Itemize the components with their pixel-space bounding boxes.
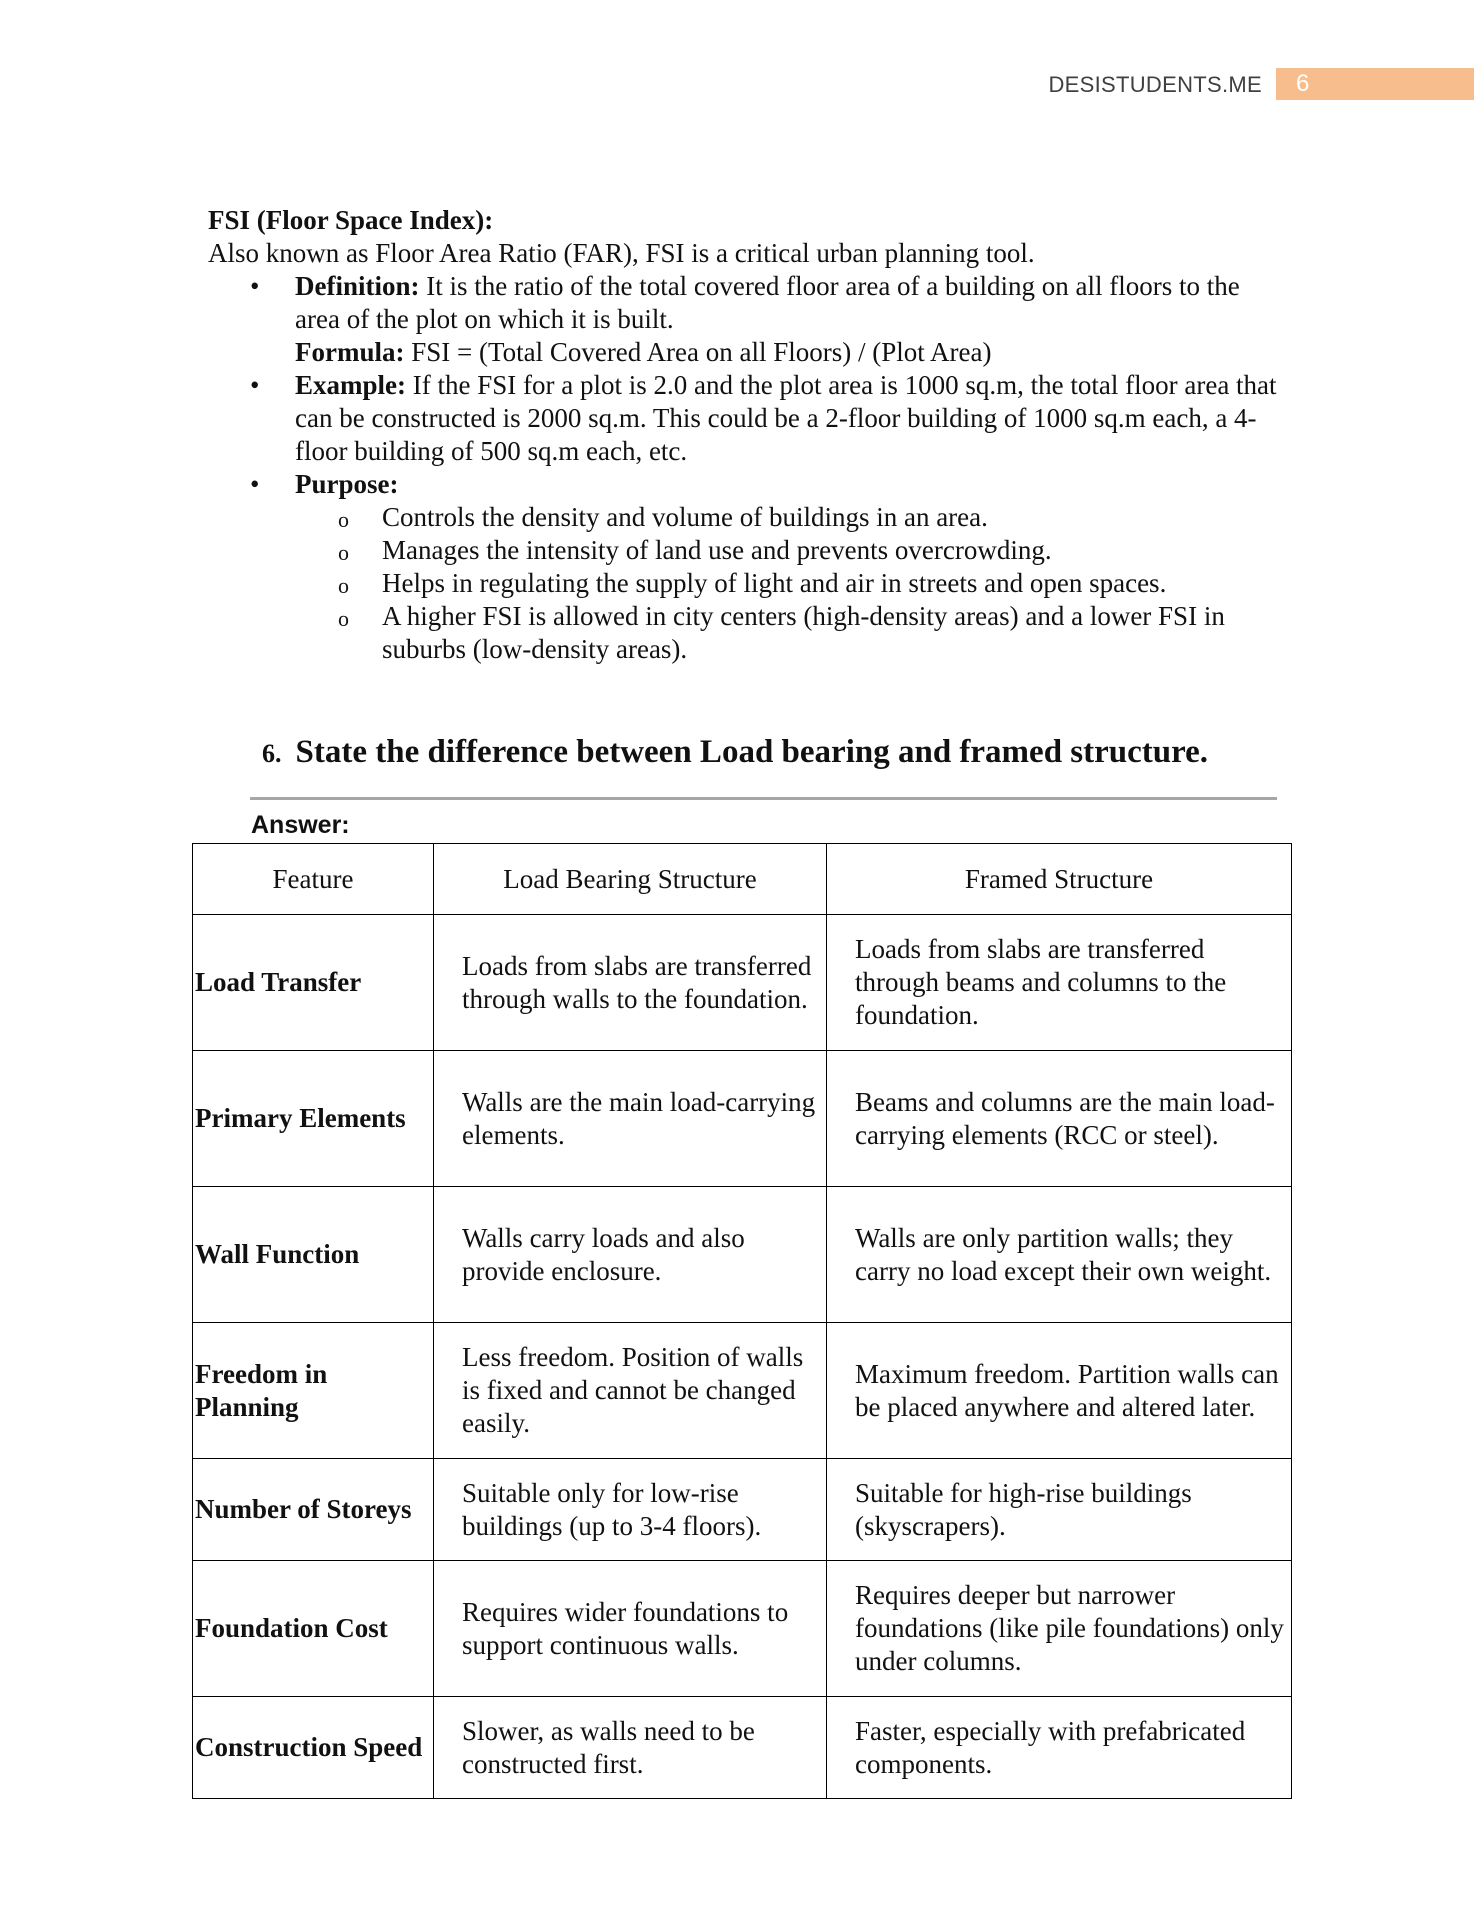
site-name: DESISTUDENTS.ME [1048,72,1262,97]
circle-bullet-icon: o [338,606,349,631]
purpose-item [208,600,1288,666]
purpose-item [208,534,1288,567]
header-cell: Framed Structure [827,844,1292,915]
question-heading [262,734,1208,771]
circle-bullet-icon: o [338,573,349,598]
table-row [193,1459,1292,1561]
feature-cell: Number of Storeys [193,1459,434,1561]
header-cell: Feature [193,844,434,915]
load-bearing-cell: Walls carry loads and also provide enclosure. [434,1187,827,1323]
table-header-row [193,844,1292,915]
table-row [193,1187,1292,1323]
page-number: 6 [1296,70,1310,97]
fsi-section [208,204,1288,666]
purpose-item [208,567,1288,600]
purpose-item-text: A higher FSI is allowed in city centers (high-density areas) and a lower FSI in suburbs (low-density areas). [382,601,1225,664]
purpose-item [208,501,1288,534]
table-row [193,1697,1292,1799]
definition-label: Definition: [295,271,420,301]
table-row [193,1561,1292,1697]
framed-cell: Suitable for high-rise buildings (skyscrapers). [827,1459,1292,1561]
bullet-icon: • [250,370,260,400]
question-number: 6. [262,739,282,768]
feature-cell: Freedom in Planning [193,1323,434,1459]
feature-cell: Wall Function [193,1187,434,1323]
purpose-item-text: Helps in regulating the supply of light and air in streets and open spaces. [382,568,1167,598]
fsi-intro: Also known as Floor Area Ratio (FAR), FSI is a critical urban planning tool. [208,238,1035,268]
formula-text: FSI = (Total Covered Area on all Floors) / (Plot Area) [404,337,992,367]
feature-cell: Primary Elements [193,1051,434,1187]
header-cell: Load Bearing Structure [434,844,827,915]
page-number-badge [1276,68,1474,100]
definition-text: It is the ratio of the total covered floor area of a building on all floors to the area of the plot on which it is built. [295,271,1240,334]
feature-cell: Construction Speed [193,1697,434,1799]
definition-bullet [208,270,1288,369]
load-bearing-cell: Less freedom. Position of walls is fixed and cannot be changed easily. [434,1323,827,1459]
load-bearing-cell: Slower, as walls need to be constructed first. [434,1697,827,1799]
load-bearing-cell: Loads from slabs are transferred through walls to the foundation. [434,915,827,1051]
bullet-icon: • [250,469,260,499]
feature-cell: Load Transfer [193,915,434,1051]
framed-cell: Maximum freedom. Partition walls can be placed anywhere and altered later. [827,1323,1292,1459]
framed-cell: Faster, especially with prefabricated components. [827,1697,1292,1799]
bullet-icon: • [250,271,260,301]
purpose-bullet [208,468,1288,501]
load-bearing-cell: Suitable only for low-rise buildings (up to 3-4 floors). [434,1459,827,1561]
load-bearing-cell: Walls are the main load-carrying elements. [434,1051,827,1187]
example-text: If the FSI for a plot is 2.0 and the plot area is 1000 sq.m, the total floor area that can be constructed is 2000 sq.m. This could be a 2-floor building of 1000 sq.m each, a 4-floor building of 500 sq.m each, etc. [295,370,1277,466]
circle-bullet-icon: o [338,540,349,565]
example-label: Example: [295,370,406,400]
circle-bullet-icon: o [338,507,349,532]
divider [250,797,1277,800]
table-row [193,915,1292,1051]
formula-label: Formula: [295,337,405,367]
answer-label: Answer: [251,811,350,839]
framed-cell: Walls are only partition walls; they carry no load except their own weight. [827,1187,1292,1323]
purpose-item-text: Controls the density and volume of buildings in an area. [382,502,988,532]
comparison-table [192,843,1292,1799]
framed-cell: Beams and columns are the main load-carrying elements (RCC or steel). [827,1051,1292,1187]
framed-cell: Loads from slabs are transferred through beams and columns to the foundation. [827,915,1292,1051]
fsi-title: FSI (Floor Space Index): [208,205,494,235]
question-text: State the difference between Load bearing and framed structure. [295,734,1209,770]
load-bearing-cell: Requires wider foundations to support continuous walls. [434,1561,827,1697]
purpose-label: Purpose: [295,469,399,499]
feature-cell: Foundation Cost [193,1561,434,1697]
example-bullet [208,369,1288,468]
framed-cell: Requires deeper but narrower foundations (like pile foundations) only under columns. [827,1561,1292,1697]
table-row [193,1051,1292,1187]
purpose-item-text: Manages the intensity of land use and prevents overcrowding. [382,535,1052,565]
table-row [193,1323,1292,1459]
